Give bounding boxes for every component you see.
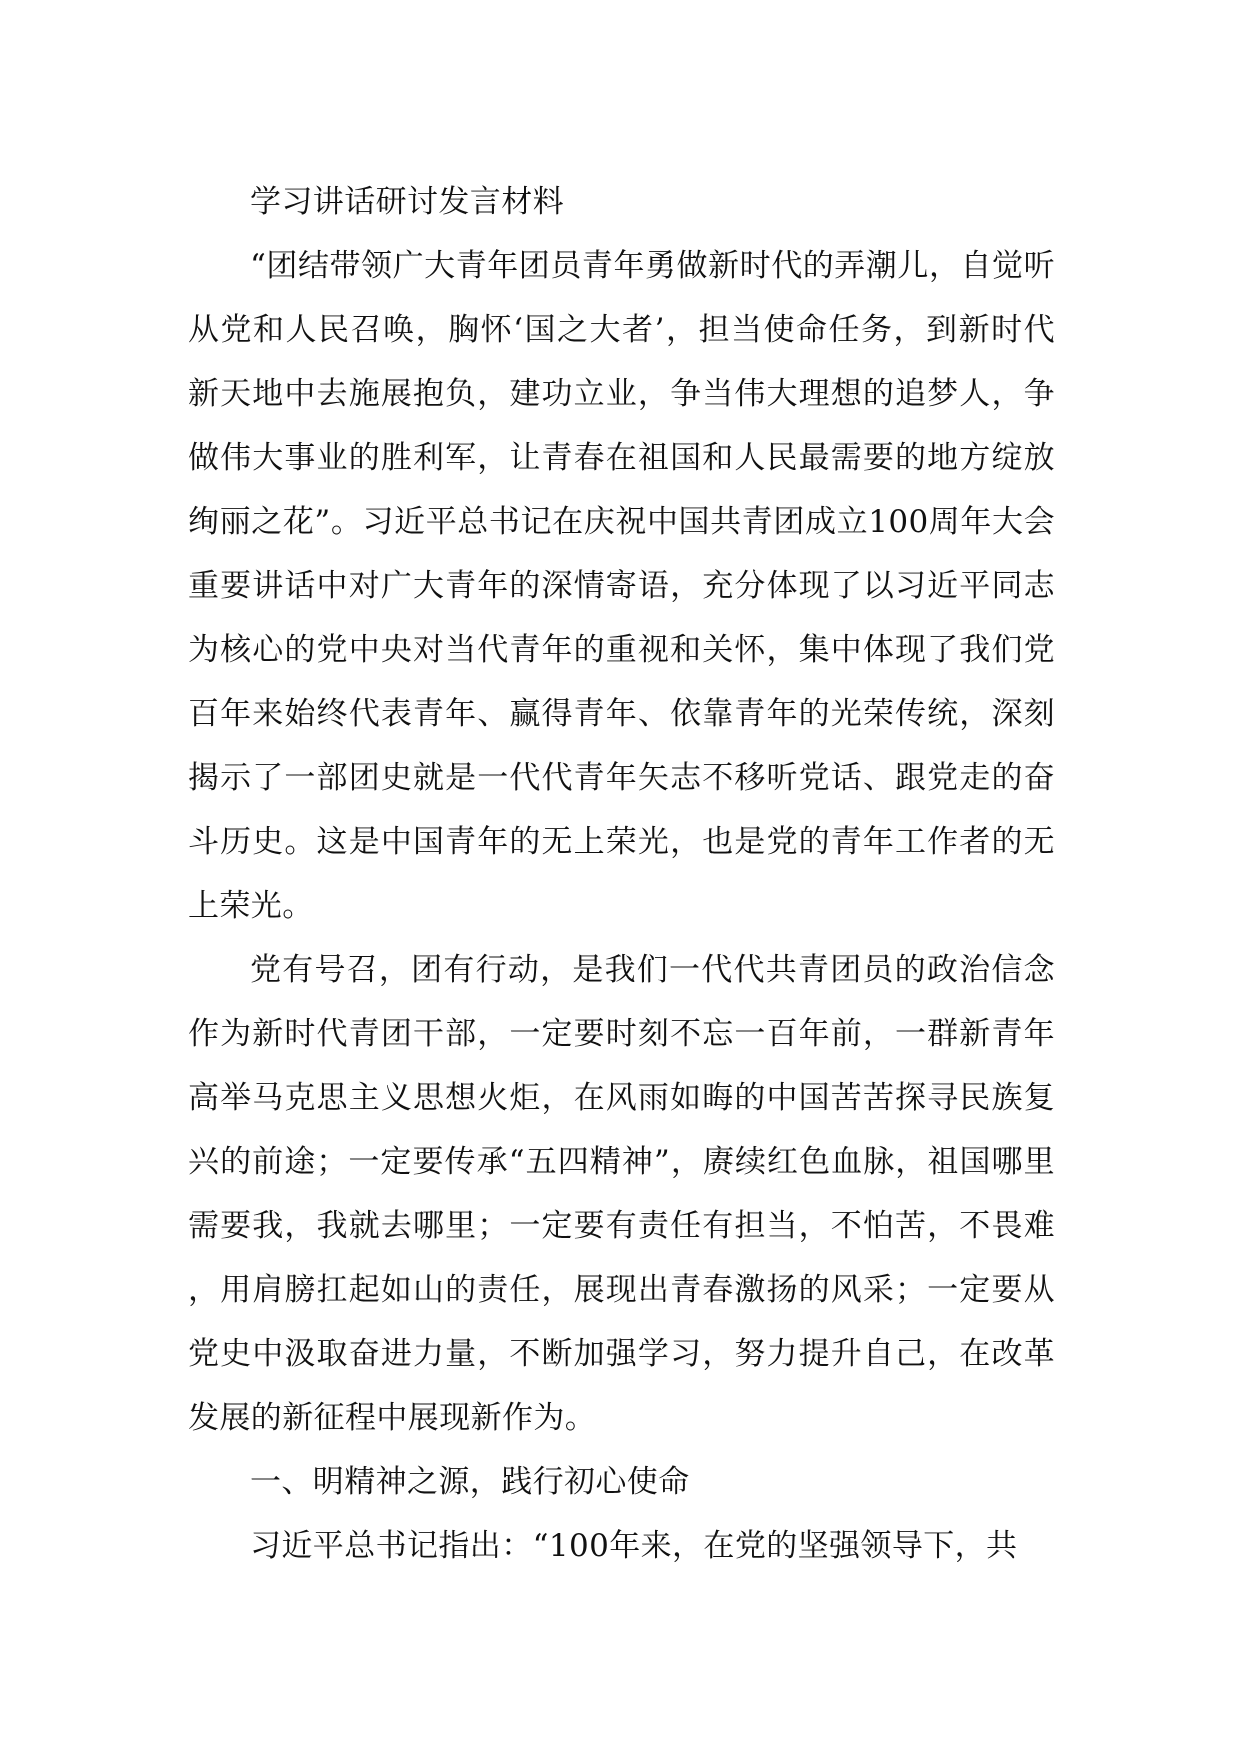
- paragraph-1: “团结带领广大青年团员青年勇做新时代的弄潮儿，自觉听从党和人民召唤，胸怀‘国之大者’，担当使命任务，到新时代新天地中去施展抱负，建功立业，争当伟大理想的追梦人，争做伟大事业的胜利军，让青春在祖国和人民最需要的地方绽放绚丽之花”。习近平总书记在庆祝中国共青团成立100周年大会重要讲话中对广大青年的深情寄语，充分体现了以习近平同志为核心的党中央对当代青年的重视和关怀，集中体现了我们党百年来始终代表青年、赢得青年、依靠青年的光荣传统，深刻揭示了一部团史就是一代代青年矢志不移听党话、跟党走的奋斗历史。这是中国青年的无上荣光，也是党的青年工作者的无上荣光。: [188, 248, 1055, 924]
- document-title: 学习讲话研讨发言材料: [250, 184, 564, 220]
- paragraph-3: 习近平总书记指出：“100年来，在党的坚强领导下，共: [250, 1528, 1018, 1564]
- document-body: [188, 170, 1055, 1578]
- section-heading: 一、明精神之源，践行初心使命: [250, 1464, 690, 1500]
- paragraph-2: 党有号召，团有行动，是我们一代代共青团员的政治信念作为新时代青团干部，一定要时刻不忘一百年前，一群新青年高举马克思主义思想火炬，在风雨如晦的中国苦苦探寻民族复兴的前途；一定要传承“五四精神”，赓续红色血脉，祖国哪里需要我，我就去哪里；一定要有责任有担当，不怕苦，不畏难，用肩膀扛起如山的责任，展现出青春激扬的风采；一定要从党史中汲取奋进力量，不断加强学习，努力提升自己，在改革发展的新征程中展现新作为。: [188, 952, 1055, 1436]
